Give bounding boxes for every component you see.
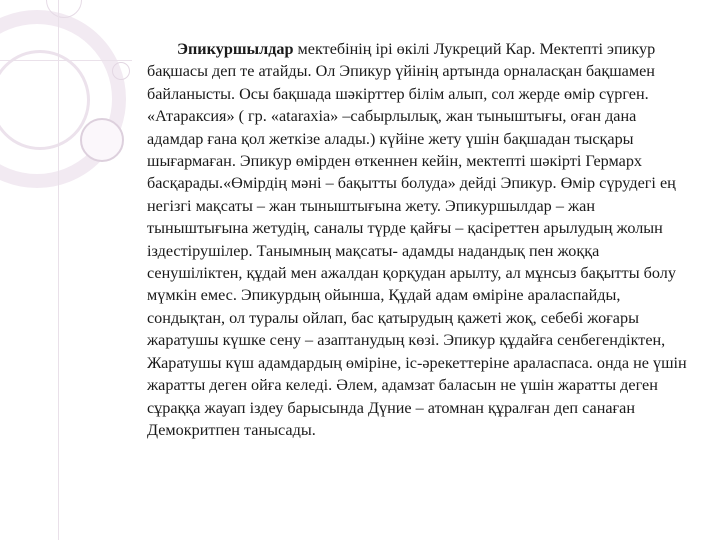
decorative-line xyxy=(0,60,132,61)
decorative-circle xyxy=(112,62,130,80)
paragraph-text: мектебінің ірі өкілі Лукреций Кар. Мектепті эпикур бақшасы деп те атайды. Ол Эпикур үйінің артында орналасқан бақшамен байланысты. Осы бақшада шәкірттер білім алып, сол жерде өмір сүрген. «Атараксия» ( гр. «ataraxia» –сабырлылық, жан тыныштығы, оған дана адамдар ғана қол жеткізе алады.) күйіне жету үшін бақшадан тысқары шығармаған. Эпикур өмірден өткеннен кейін, мектепті шәкірті Гермарх басқарады.«Өмірдің мәні – бақытты болуда» дейді Эпикур. Өмір сүрудегі ең негізгі мақсаты – жан тыныштығына жету. Эпикуршылдар – жан тыныштығына жетудің, саналы түрде қайғы – қасіреттен арылудың жолын іздестірушілер. Танымның мақсаты- адамды надандық пен жоққа сенушіліктен, құдай мен ажалдан қорқудан арылту, ал мұнсыз бақытты болу мүмкін емес. Эпикурдың ойынша, Құдай адам өміріне араласпайды, сондықтан, ол туралы ойлап, бас қатырудың қажеті жоқ, себебі жоғары жаратушы күшке сену – азаптанудың көзі. Эпикур құдайға сенбегендіктен, Жаратушы күш адамдардың өміріне, іс-әрекеттеріне араласпаса. онда не үшін жаратты деген ойға келеді. Әлем, адамзат баласын не үшін жаратты деген сұраққа жауап іздеу барысында Дүние – атомнан құралған деп санаған Демокритпен танысады. xyxy=(147,40,687,439)
bold-lead-term: Эпикуршылдар xyxy=(177,40,294,58)
decorative-circle xyxy=(80,118,124,162)
decorative-line xyxy=(58,0,59,540)
body-paragraph xyxy=(147,38,689,441)
